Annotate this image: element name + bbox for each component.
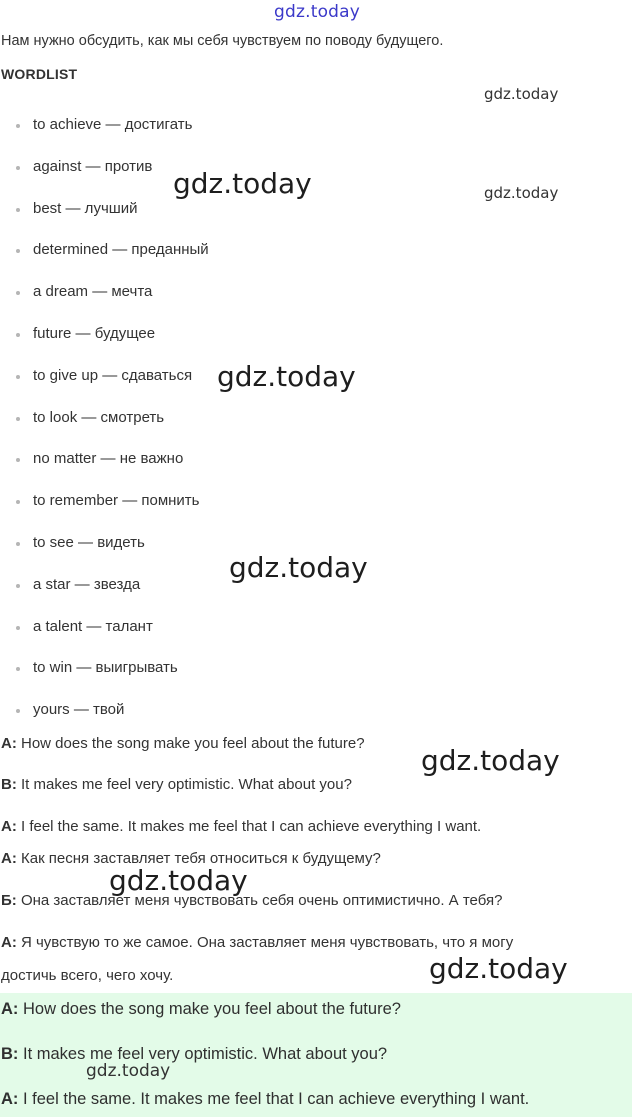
speaker-label: B:	[1, 776, 17, 793]
dialog-text: Как песня заставляет тебя относиться к будущему?	[16, 850, 381, 867]
word-entry: to look — смотреть	[33, 408, 165, 426]
intro-text: Нам нужно обсудить, как мы себя чувствуем по поводу будущего.	[1, 33, 444, 49]
list-item	[0, 105, 209, 147]
word-entry: to win — выигрывать	[33, 659, 178, 677]
bullet-icon	[16, 249, 20, 253]
word-entry: best — лучший	[33, 199, 138, 217]
speaker-label: Б:	[1, 892, 17, 909]
word-entry: to achieve — достигать	[33, 116, 193, 133]
dialog-line-en-1	[1, 735, 365, 752]
watermark: gdz.today	[429, 952, 568, 985]
watermark: gdz.today	[217, 360, 356, 393]
bullet-icon	[16, 500, 20, 504]
dialog-text: I feel the same. It makes me feel that I can achieve everything I want.	[16, 818, 482, 835]
answer-text: How does the song make you feel about the future?	[18, 1000, 401, 1018]
watermark: gdz.today	[484, 85, 559, 103]
word-entry: against — против	[33, 157, 153, 175]
word-entry: to remember — помнить	[33, 492, 200, 510]
watermark: gdz.today	[229, 551, 368, 584]
watermark: gdz.today	[484, 184, 559, 202]
watermark: gdz.today	[421, 744, 560, 777]
word-entry: a talent — талант	[33, 617, 153, 635]
speaker-label: А:	[1, 850, 17, 867]
list-item	[0, 356, 209, 398]
speaker-label: B:	[1, 1045, 19, 1063]
watermark: gdz.today	[86, 1061, 171, 1081]
bullet-icon	[16, 291, 20, 295]
dialog-text: достичь всего, чего хочу.	[1, 967, 174, 984]
bullet-icon	[16, 417, 20, 421]
dialog-text: Я чувствую то же самое. Она заставляет меня чувствовать, что я могу	[16, 934, 514, 951]
answer-line-1	[1, 1000, 401, 1019]
bullet-icon	[16, 375, 20, 379]
list-item	[0, 398, 209, 440]
speaker-label: А:	[1, 934, 17, 951]
list-item	[0, 314, 209, 356]
word-entry: no matter — не важно	[33, 450, 184, 468]
answer-line-2	[1, 1045, 387, 1064]
site-watermark-header: gdz.today	[274, 2, 361, 22]
answer-line-3	[1, 1090, 529, 1109]
bullet-icon	[16, 542, 20, 546]
list-item	[0, 481, 209, 523]
watermark: gdz.today	[109, 864, 248, 897]
dialog-text: Она заставляет меня чувствовать себя очень оптимистично. А тебя?	[16, 892, 503, 909]
word-entry: yours — твой	[33, 701, 125, 719]
bullet-icon	[16, 709, 20, 713]
wordlist-title: WORDLIST	[1, 66, 78, 82]
word-entry: determined — преданный	[33, 241, 209, 259]
word-entry: future — будущее	[33, 324, 156, 342]
answer-text: I feel the same. It makes me feel that I can achieve everything I want.	[18, 1090, 530, 1108]
speaker-label: A:	[1, 818, 17, 835]
dialog-text: It makes me feel very optimistic. What about you?	[16, 776, 352, 793]
bullet-icon	[16, 166, 20, 170]
speaker-label: A:	[1, 1000, 19, 1018]
dialog-line-en-2	[1, 776, 352, 793]
bullet-icon	[16, 667, 20, 671]
bullet-icon	[16, 124, 20, 128]
bullet-icon	[16, 458, 20, 462]
bullet-icon	[16, 208, 20, 212]
list-item	[0, 690, 209, 732]
speaker-label: A:	[1, 735, 17, 752]
bullet-icon	[16, 584, 20, 588]
dialog-line-ru-4	[1, 967, 173, 984]
dialog-text: How does the song make you feel about the future?	[16, 735, 365, 752]
bullet-icon	[16, 626, 20, 630]
watermark: gdz.today	[173, 167, 312, 200]
dialog-line-ru-2	[1, 892, 502, 909]
dialog-line-ru-3	[1, 934, 513, 951]
word-entry: to give up — сдаваться	[33, 366, 193, 384]
word-entry: a dream — мечта	[33, 283, 153, 301]
bullet-icon	[16, 333, 20, 337]
list-item	[0, 523, 209, 565]
word-entry: a star — звезда	[33, 575, 141, 593]
list-item	[0, 607, 209, 649]
list-item	[0, 230, 209, 272]
list-item	[0, 272, 209, 314]
speaker-label: A:	[1, 1090, 19, 1108]
list-item	[0, 439, 209, 481]
word-entry: to see — видеть	[33, 533, 145, 551]
list-item	[0, 565, 209, 607]
list-item	[0, 648, 209, 690]
answer-text: It makes me feel very optimistic. What about you?	[18, 1045, 388, 1063]
dialog-line-en-3	[1, 818, 481, 835]
